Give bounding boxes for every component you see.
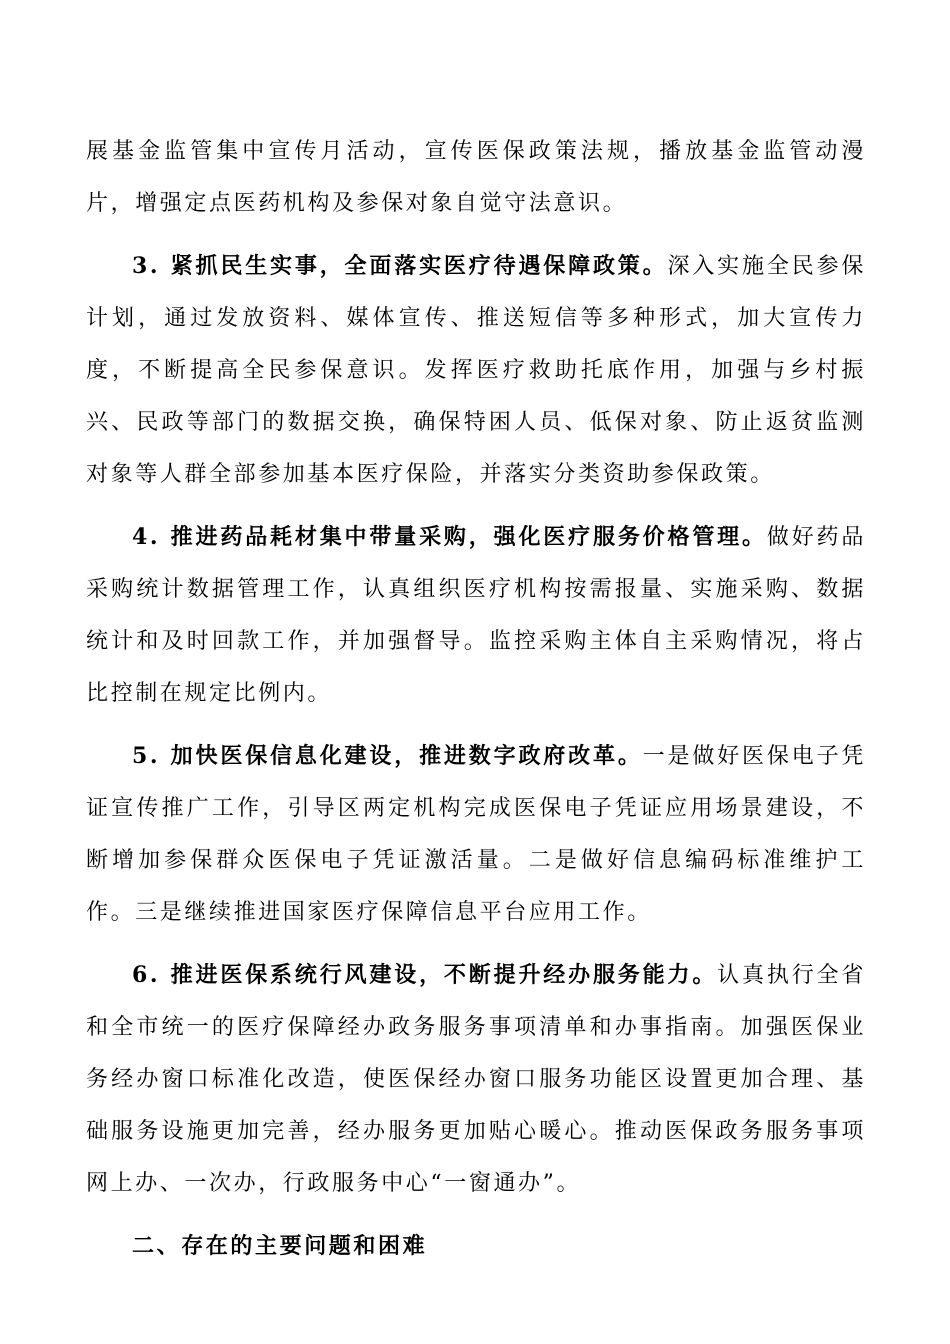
item-6-paragraph bbox=[86, 949, 866, 1210]
item-5-body: 一是做好医保电子凭证宣传推广工作，引导区两定机构完成医保电子凭证应用场景建设，不断增加参保群众医保电子凭证激活量。二是做好信息编码标准维护工作。三是继续推进国家医疗保障信息平台应用工作。 bbox=[86, 744, 867, 925]
item-3-paragraph bbox=[86, 240, 866, 501]
item-4-lead: 4. 推进药品耗材集中带量采购，强化医疗服务价格管理。 bbox=[132, 524, 767, 550]
item-4-paragraph bbox=[86, 511, 866, 720]
item-5-lead: 5. 加快医保信息化建设，推进数字政府改革。 bbox=[132, 743, 643, 769]
continuation-paragraph: 展基金监管集中宣传月活动，宣传医保政策法规，播放基金监管动漫片，增强定点医药机构及参保对象自觉守法意识。 bbox=[86, 139, 866, 216]
document-body bbox=[86, 126, 866, 1272]
item-6-lead: 6. 推进医保系统行风建设，不断提升经办服务能力。 bbox=[132, 962, 718, 988]
item-5-paragraph bbox=[86, 730, 866, 939]
item-3-body: 深入实施全民参保计划，通过发放资料、媒体宣传、推送短信等多种形式，加大宣传力度，不断提高全民参保意识。发挥医疗救助托底作用，加强与乡村振兴、民政等部门的数据交换，确保特困人员、低保对象、防止返贫监测对象等人群全部参加基本医疗保险，并落实分类资助参保政策。 bbox=[86, 254, 866, 487]
item-6-body: 认真执行全省和全市统一的医疗保障经办政务服务事项清单和办事指南。加强医保业务经办窗口标准化改造，使医保经办窗口服务功能区设置更加合理、基础服务设施更加完善，经办服务更加贴心暖心。推动医保政务服务事项网上办、一次办，行政服务中心“一窗通办”。 bbox=[86, 963, 866, 1196]
item-4-body: 做好药品采购统计数据管理工作，认真组织医疗机构按需报量、实施采购、数据统计和及时回款工作，并加强督导。监控采购主体自主采购情况，将占比控制在规定比例内。 bbox=[86, 525, 867, 706]
item-3-lead: 3. 紧抓民生实事，全面落实医疗待遇保障政策。 bbox=[132, 253, 668, 279]
section-heading: 二、存在的主要问题和困难 bbox=[132, 1233, 428, 1259]
